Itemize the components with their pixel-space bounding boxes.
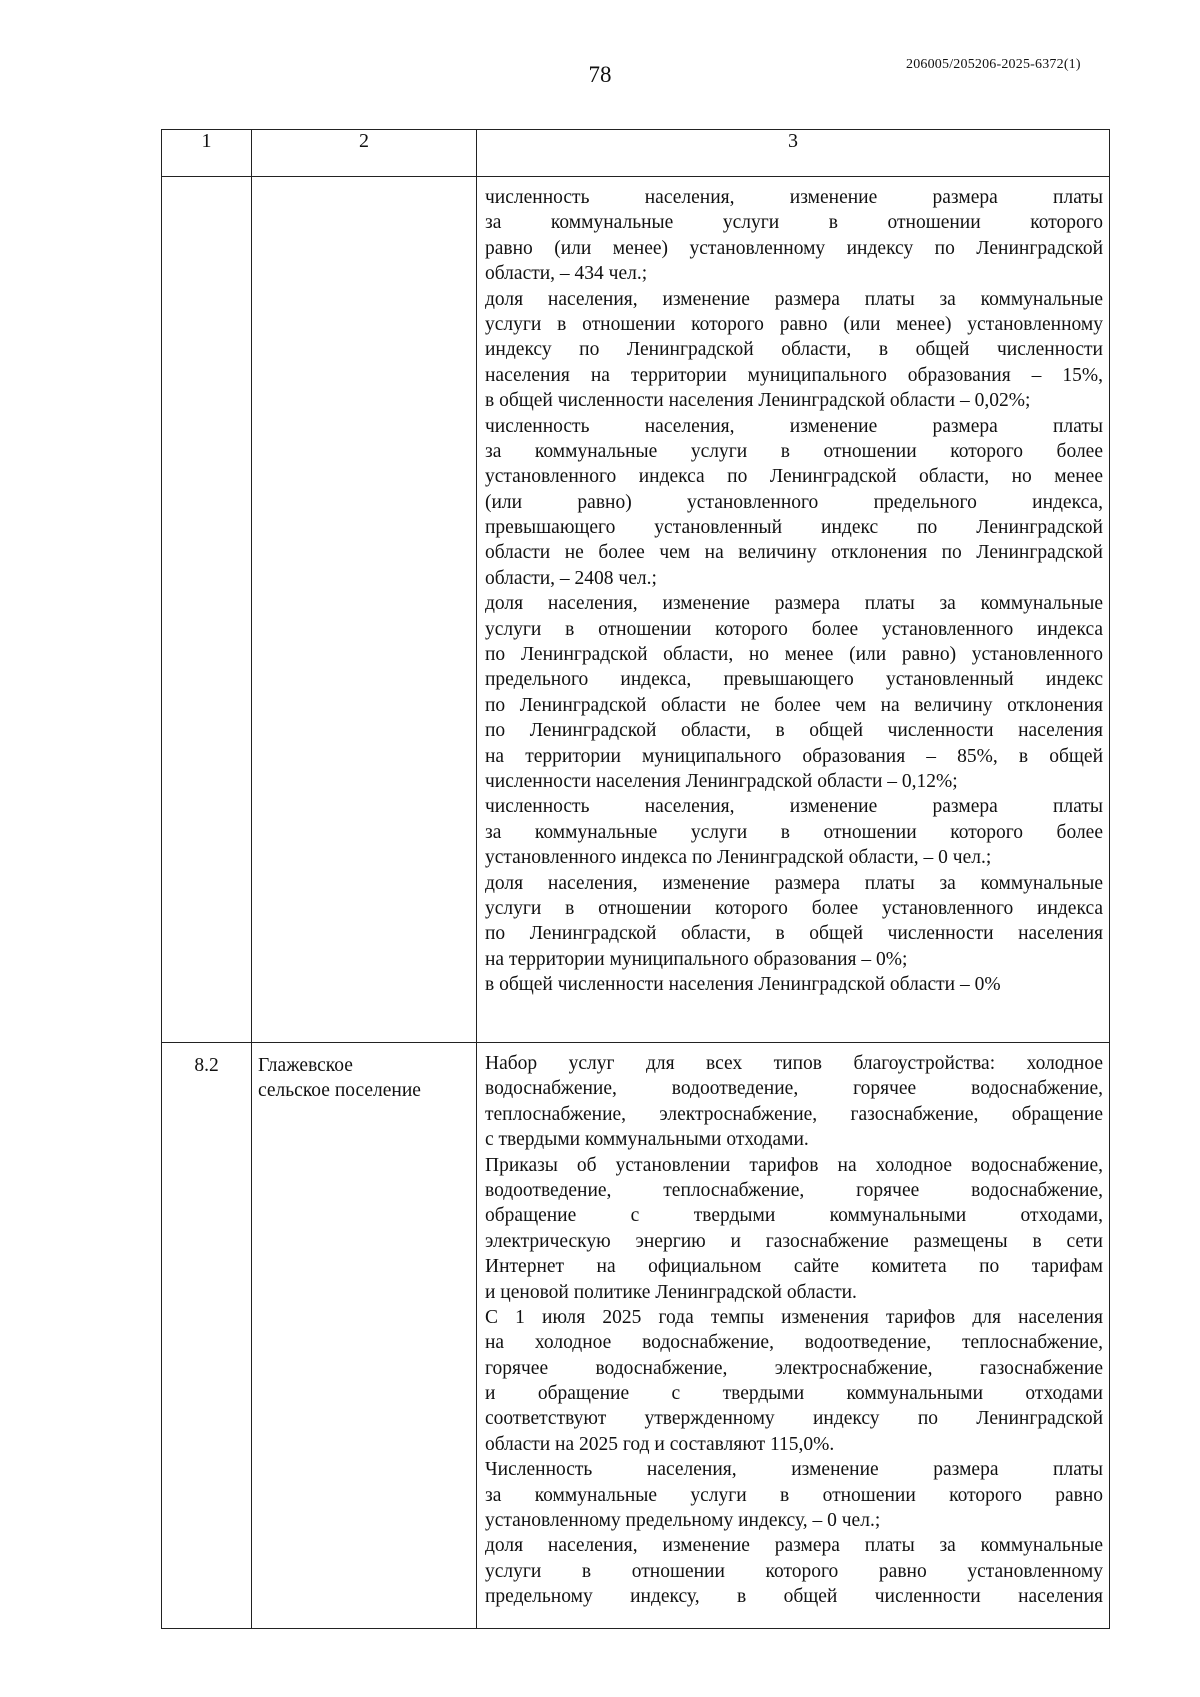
table-row: [162, 177, 1110, 1043]
text-line: Набор услуг для всех типов благоустройства: холодное: [485, 1053, 1103, 1074]
text-line: С 1 июля 2025 года темпы изменения тарифов для населения: [485, 1306, 1103, 1328]
text-line: водоснабжение, водоотведение, горячее водоснабжение,: [485, 1078, 1103, 1100]
text-line: с твердыми коммунальными отходами.: [485, 1129, 809, 1151]
text-line: на территории муниципального образования – 85%, в общей: [485, 745, 1103, 767]
text-line: равно (или менее) установленному индексу по Ленинградской: [485, 237, 1103, 259]
text-line: услуги в отношении которого равно (или менее) установленному: [485, 313, 1103, 335]
text-line: услуги в отношении которого равно установленному: [485, 1560, 1103, 1582]
text-line: области не более чем на величину отклонения по Ленинградской: [485, 542, 1103, 564]
text-line: предельному индексу, в общей численности населения: [485, 1586, 1103, 1608]
text-line: установленного индекса по Ленинградской области, но менее: [485, 466, 1103, 488]
text-line: доля населения, изменение размера платы за коммунальные: [485, 872, 1103, 894]
text-line: услуги в отношении которого более установленного индекса: [485, 618, 1103, 640]
column-header: 3: [477, 130, 1110, 177]
text-line: численности населения Ленинградской области – 0,12%;: [485, 770, 958, 792]
text-line: соответствуют утвержденному индексу по Ленинградской: [485, 1408, 1103, 1430]
table-header-row: [162, 130, 1110, 177]
text-line: установленного индекса по Ленинградской области, – 0 чел.;: [485, 847, 992, 869]
row-number-cell: [162, 177, 252, 1043]
text-line: населения на территории муниципального образования – 15%,: [485, 364, 1103, 386]
municipality-name-cell: [252, 1043, 477, 1629]
text-line: установленному предельному индексу, – 0 чел.;: [485, 1510, 881, 1532]
text-line: численность населения, изменение размера платы: [485, 415, 1103, 437]
text-line: на территории муниципального образования – 0%;: [485, 948, 908, 970]
text-line: по Ленинградской области, в общей численности населения: [485, 720, 1103, 742]
text-line: водоотведение, теплоснабжение, горячее водоснабжение,: [485, 1179, 1103, 1201]
municipality-name-cell: [252, 177, 477, 1043]
column-header: 2: [252, 130, 477, 177]
table-row: [162, 1043, 1110, 1629]
page-number: 78: [588, 62, 612, 87]
text-line: в общей численности населения Ленинградской области – 0%: [485, 974, 1001, 996]
text-line: индексу по Ленинградской области, в общей численности: [485, 339, 1103, 361]
text-line: за коммунальные услуги в отношении которого более: [485, 821, 1103, 843]
text-line: услуги в отношении которого более установленного индекса: [485, 897, 1103, 919]
text-line: Приказы об установлении тарифов на холодное водоснабжение,: [485, 1154, 1103, 1176]
text-line: теплоснабжение, электроснабжение, газоснабжение, обращение: [485, 1103, 1103, 1125]
text-line: численность населения, изменение размера платы: [485, 187, 1103, 208]
text-line: на холодное водоснабжение, водоотведение, теплоснабжение,: [485, 1332, 1103, 1354]
text-line: за коммунальные услуги в отношении которого более: [485, 440, 1103, 462]
document-code: 206005/205206-2025-6372(1): [906, 57, 1081, 72]
text-line: и ценовой политике Ленинградской области.: [485, 1281, 857, 1303]
text-line: по Ленинградской области, но менее (или равно) установленного: [485, 644, 1103, 666]
name-line: Глажевское: [258, 1055, 353, 1076]
text-line: в общей численности населения Ленинградской области – 0,02%;: [485, 390, 1031, 412]
column-header: 1: [162, 130, 252, 177]
text-line: доля населения, изменение размера платы за коммунальные: [485, 593, 1103, 615]
text-line: численность населения, изменение размера платы: [485, 796, 1103, 818]
text-line: доля населения, изменение размера платы за коммунальные: [485, 1535, 1103, 1557]
text-line: предельного индекса, превышающего установленный индекс: [485, 669, 1103, 691]
text-line: горячее водоснабжение, электроснабжение, газоснабжение: [485, 1357, 1103, 1379]
name-line: сельское поселение: [258, 1080, 421, 1101]
text-line: Численность населения, изменение размера платы: [485, 1459, 1103, 1481]
text-line: (или равно) установленного предельного индекса,: [485, 491, 1103, 513]
text-line: электрическую энергию и газоснабжение размещены в сети: [485, 1230, 1103, 1252]
text-line: обращение с твердыми коммунальными отходами,: [485, 1205, 1103, 1227]
text-line: по Ленинградской области, в общей численности населения: [485, 923, 1103, 945]
text-line: области на 2025 год и составляют 115,0%.: [485, 1433, 835, 1455]
data-table: [161, 129, 1110, 1629]
row-number-cell: 8.2: [162, 1043, 252, 1629]
text-line: области, – 434 чел.;: [485, 263, 648, 285]
text-line: превышающего установленный индекс по Ленинградской: [485, 517, 1103, 539]
description-cell: [477, 177, 1110, 1043]
description-cell: [477, 1043, 1110, 1629]
text-line: и обращение с твердыми коммунальными отходами: [485, 1383, 1103, 1405]
text-line: за коммунальные услуги в отношении которого равно: [485, 1484, 1103, 1506]
text-line: по Ленинградской области не более чем на величину отклонения: [485, 694, 1103, 716]
text-line: доля населения, изменение размера платы за коммунальные: [485, 288, 1103, 310]
text-line: Интернет на официальном сайте комитета по тарифам: [485, 1256, 1103, 1278]
text-line: за коммунальные услуги в отношении которого: [485, 212, 1103, 234]
text-line: области, – 2408 чел.;: [485, 567, 657, 589]
